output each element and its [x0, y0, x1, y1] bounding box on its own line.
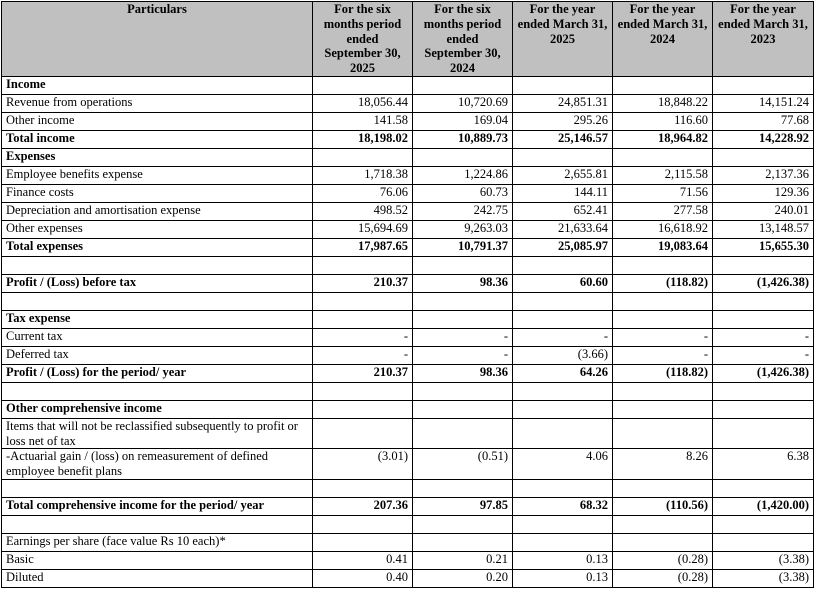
row-value: - — [413, 346, 513, 364]
row-value: 98.36 — [413, 364, 513, 382]
table-row — [2, 76, 814, 94]
column-header-period-2: For the six months period ended September 30, 2024 — [413, 2, 513, 77]
row-label: Expenses — [2, 148, 313, 166]
row-value: 97.85 — [413, 497, 513, 515]
financial-statement-page — [0, 1, 814, 593]
table-row — [2, 94, 814, 112]
row-value: 15,694.69 — [313, 220, 413, 238]
row-value — [513, 418, 613, 449]
row-value: 25,146.57 — [513, 130, 613, 148]
row-value: 116.60 — [613, 112, 713, 130]
row-value — [413, 418, 513, 449]
row-label: Other comprehensive income — [2, 400, 313, 418]
row-value: 0.20 — [413, 569, 513, 587]
row-value — [313, 400, 413, 418]
row-value — [613, 515, 713, 533]
row-value — [513, 148, 613, 166]
row-value: 242.75 — [413, 202, 513, 220]
column-header-period-5: For the year ended March 31, 2023 — [713, 2, 814, 77]
row-value: - — [313, 346, 413, 364]
row-label: Other income — [2, 112, 313, 130]
row-value — [513, 76, 613, 94]
row-value: 277.58 — [613, 202, 713, 220]
row-label: Earnings per share (face value Rs 10 each)* — [2, 533, 313, 551]
row-value — [713, 382, 814, 400]
row-value — [713, 148, 814, 166]
table-row — [2, 479, 814, 497]
row-label: Total income — [2, 130, 313, 148]
row-value: (118.82) — [613, 364, 713, 382]
table-row — [2, 382, 814, 400]
row-value: 2,655.81 — [513, 166, 613, 184]
row-value: 9,263.03 — [413, 220, 513, 238]
row-label: -Actuarial gain / (loss) on remeasurement of defined employee benefit plans — [2, 449, 313, 480]
row-value: 141.58 — [313, 112, 413, 130]
row-value: 10,791.37 — [413, 238, 513, 256]
row-label: Total comprehensive income for the period/ year — [2, 497, 313, 515]
row-value — [413, 382, 513, 400]
row-value: - — [513, 328, 613, 346]
row-value — [713, 418, 814, 449]
row-value: 25,085.97 — [513, 238, 613, 256]
row-label: Deferred tax — [2, 346, 313, 364]
row-value — [613, 479, 713, 497]
row-value — [413, 310, 513, 328]
row-label: Profit / (Loss) for the period/ year — [2, 364, 313, 382]
row-value: 21,633.64 — [513, 220, 613, 238]
row-value: 64.26 — [513, 364, 613, 382]
row-label: Items that will not be reclassified subsequently to profit or loss net of tax — [2, 418, 313, 449]
row-value: 210.37 — [313, 364, 413, 382]
row-value: (0.28) — [613, 551, 713, 569]
row-value — [513, 400, 613, 418]
table-row — [2, 449, 814, 480]
row-value — [613, 292, 713, 310]
row-label — [2, 515, 313, 533]
row-value: 14,151.24 — [713, 94, 814, 112]
row-value — [413, 400, 513, 418]
row-value: - — [413, 328, 513, 346]
row-value — [613, 400, 713, 418]
row-value: 144.11 — [513, 184, 613, 202]
row-value — [413, 76, 513, 94]
row-value — [313, 515, 413, 533]
table-row — [2, 166, 814, 184]
row-value — [513, 479, 613, 497]
row-value — [613, 310, 713, 328]
row-value — [313, 76, 413, 94]
table-row — [2, 274, 814, 292]
row-value — [613, 418, 713, 449]
row-value: 4.06 — [513, 449, 613, 480]
row-value: 77.68 — [713, 112, 814, 130]
table-row — [2, 533, 814, 551]
row-value: 19,083.64 — [613, 238, 713, 256]
table-row — [2, 346, 814, 364]
row-value: 18,056.44 — [313, 94, 413, 112]
table-row — [2, 551, 814, 569]
row-value: 13,148.57 — [713, 220, 814, 238]
row-label — [2, 256, 313, 274]
row-label — [2, 292, 313, 310]
row-value — [713, 515, 814, 533]
row-value — [313, 479, 413, 497]
row-label: Total expenses — [2, 238, 313, 256]
row-value: (1,420.00) — [713, 497, 814, 515]
row-label: Basic — [2, 551, 313, 569]
row-value: - — [313, 328, 413, 346]
row-value: 18,198.02 — [313, 130, 413, 148]
row-value — [313, 382, 413, 400]
table-row — [2, 238, 814, 256]
row-value — [413, 515, 513, 533]
row-label: Current tax — [2, 328, 313, 346]
row-value: 6.38 — [713, 449, 814, 480]
row-value: 0.21 — [413, 551, 513, 569]
table-row — [2, 220, 814, 238]
row-value: 60.60 — [513, 274, 613, 292]
table-row — [2, 310, 814, 328]
row-value — [413, 479, 513, 497]
financial-results-table — [1, 1, 814, 588]
row-value — [413, 292, 513, 310]
row-value: - — [713, 346, 814, 364]
row-value — [613, 382, 713, 400]
row-value: (3.38) — [713, 569, 814, 587]
row-value — [613, 148, 713, 166]
row-value: 1,224.86 — [413, 166, 513, 184]
column-header-period-1: For the six months period ended September 30, 2025 — [313, 2, 413, 77]
row-label — [2, 479, 313, 497]
table-row — [2, 418, 814, 449]
row-value — [613, 76, 713, 94]
row-value: (118.82) — [613, 274, 713, 292]
row-value — [313, 292, 413, 310]
table-row — [2, 515, 814, 533]
column-header-period-4: For the year ended March 31, 2024 — [613, 2, 713, 77]
row-value: (0.28) — [613, 569, 713, 587]
row-value — [513, 292, 613, 310]
table-row — [2, 256, 814, 274]
row-value: 60.73 — [413, 184, 513, 202]
row-value — [313, 256, 413, 274]
table-row — [2, 148, 814, 166]
row-value — [713, 256, 814, 274]
table-header-row — [2, 2, 814, 77]
row-value — [713, 400, 814, 418]
column-header-period-3: For the year ended March 31, 2025 — [513, 2, 613, 77]
table-row — [2, 112, 814, 130]
row-value — [713, 310, 814, 328]
row-value: 18,848.22 — [613, 94, 713, 112]
row-value: 240.01 — [713, 202, 814, 220]
row-value: (3.38) — [713, 551, 814, 569]
row-label: Tax expense — [2, 310, 313, 328]
row-label: Employee benefits expense — [2, 166, 313, 184]
row-value: 0.41 — [313, 551, 413, 569]
table-row — [2, 364, 814, 382]
row-value: 1,718.38 — [313, 166, 413, 184]
row-value: (3.66) — [513, 346, 613, 364]
row-label: Revenue from operations — [2, 94, 313, 112]
row-label — [2, 382, 313, 400]
row-value: 10,889.73 — [413, 130, 513, 148]
row-label: Income — [2, 76, 313, 94]
row-value — [313, 148, 413, 166]
table-header — [2, 2, 814, 77]
table-row — [2, 292, 814, 310]
row-value: 16,618.92 — [613, 220, 713, 238]
row-value: 8.26 — [613, 449, 713, 480]
row-value: 295.26 — [513, 112, 613, 130]
row-value — [413, 533, 513, 551]
row-value — [713, 533, 814, 551]
row-value: 68.32 — [513, 497, 613, 515]
row-value — [513, 515, 613, 533]
row-value: 0.13 — [513, 569, 613, 587]
row-value: 76.06 — [313, 184, 413, 202]
row-value — [513, 310, 613, 328]
row-label: Diluted — [2, 569, 313, 587]
table-row — [2, 400, 814, 418]
row-value: 210.37 — [313, 274, 413, 292]
row-value: - — [613, 328, 713, 346]
table-row — [2, 184, 814, 202]
table-row — [2, 328, 814, 346]
row-value: 18,964.82 — [613, 130, 713, 148]
row-value — [413, 256, 513, 274]
row-value: 2,137.36 — [713, 166, 814, 184]
table-row — [2, 202, 814, 220]
row-value — [613, 256, 713, 274]
row-value: (110.56) — [613, 497, 713, 515]
row-value — [513, 533, 613, 551]
row-value: 14,228.92 — [713, 130, 814, 148]
row-value: 0.13 — [513, 551, 613, 569]
row-value: (1,426.38) — [713, 274, 814, 292]
row-value: (3.01) — [313, 449, 413, 480]
row-value: 169.04 — [413, 112, 513, 130]
row-value — [713, 292, 814, 310]
row-label: Depreciation and amortisation expense — [2, 202, 313, 220]
row-value: - — [613, 346, 713, 364]
row-value — [713, 479, 814, 497]
row-value — [713, 76, 814, 94]
row-value: 98.36 — [413, 274, 513, 292]
row-value: (1,426.38) — [713, 364, 814, 382]
row-value: 24,851.31 — [513, 94, 613, 112]
row-value: 17,987.65 — [313, 238, 413, 256]
row-value — [413, 148, 513, 166]
row-value: 652.41 — [513, 202, 613, 220]
table-row — [2, 130, 814, 148]
row-value — [513, 256, 613, 274]
row-value — [513, 382, 613, 400]
row-value: - — [713, 328, 814, 346]
row-value — [313, 533, 413, 551]
row-label: Other expenses — [2, 220, 313, 238]
row-value: 2,115.58 — [613, 166, 713, 184]
row-value: 207.36 — [313, 497, 413, 515]
row-label: Profit / (Loss) before tax — [2, 274, 313, 292]
row-value — [313, 418, 413, 449]
row-value: 10,720.69 — [413, 94, 513, 112]
table-body — [2, 76, 814, 587]
row-value — [613, 533, 713, 551]
row-value: (0.51) — [413, 449, 513, 480]
row-value — [313, 310, 413, 328]
row-value: 0.40 — [313, 569, 413, 587]
table-row — [2, 569, 814, 587]
table-row — [2, 497, 814, 515]
row-value: 71.56 — [613, 184, 713, 202]
column-header-particulars: Particulars — [2, 2, 313, 77]
row-value: 15,655.30 — [713, 238, 814, 256]
row-label: Finance costs — [2, 184, 313, 202]
row-value: 498.52 — [313, 202, 413, 220]
row-value: 129.36 — [713, 184, 814, 202]
